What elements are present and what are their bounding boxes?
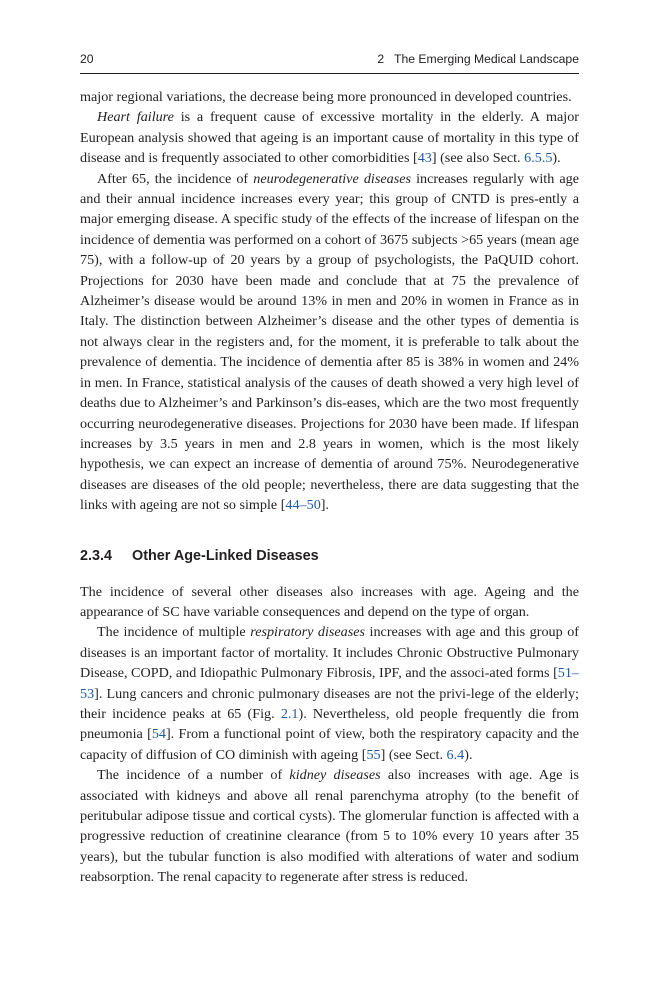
paragraph-text: ].: [320, 497, 330, 514]
citation-link[interactable]: 54: [151, 726, 166, 743]
paragraph-text: ]. Lung cancers and chronic pulmonary diseases are not the privi-lege of the elderly; their incidence peaks at 65 (Fig.: [80, 685, 579, 722]
section-link[interactable]: 6.5.5: [524, 150, 553, 167]
paragraph-text: After 65, the incidence of: [97, 170, 254, 187]
running-header: [80, 50, 579, 70]
paragraph-text: is a frequent cause of excessive mortality in the elderly. A major European analysis showed that ageing is an important cause of mortality in this type of disease and is frequently associated to other comorbidities [: [80, 109, 579, 167]
citation-link[interactable]: 44–50: [285, 497, 321, 514]
paragraph-text: ).: [552, 150, 561, 167]
paragraph-text: The incidence of a number of: [97, 767, 290, 784]
page-number: 20: [80, 52, 94, 66]
paragraph-text: increases regularly with age and their annual incidence increases every year; this group of CNTD is pres-ently a major emerging disease. A specific study of the effects of the increase of lifespan on the incidence of dementia was performed on a cohort of 3675 subjects >65 years (mean age 75), with a follow-up of 20 years by a group of psychologists, the PaQUID cohort. Projections for 2030 have been made and conclude that at 75 the prevalence of Alzheimer’s disease would be around 13% in men and 20% in women in France as in Italy. The distinction between Alzheimer’s disease and the other types of dementia is not always clear in the registers and, for the moment, it is preferable to talk about the prevalence of dementia. The incidence of dementia after 85 is 38% in women and 24% in men. In France, statistical analysis of the causes of death showed a very high level of deaths due to Alzheimer’s and Parkinson’s dis-eases, which are the two most frequently occurring neurodegenerative diseases. Projections for 2030 have been made. If lifespan increases by 3.5 years in men and 2.8 years in women, which is the most likely hypothesis, we can expect an increase of dementia of around 75%. Neurodegenerative diseases are diseases of the old people; nevertheless, there are data suggesting that the links with ageing are not so simple [: [80, 170, 580, 514]
citation-link[interactable]: 51–53: [80, 665, 579, 702]
paragraph-text: increases with age and this group of diseases is an important factor of mortality. It includes Chronic Obstructive Pulmonary Disease, COPD, and Idiopathic Pulmonary Fibrosis, IPF, and the associ-ated forms [: [80, 624, 579, 682]
figure-link[interactable]: 2.1: [280, 705, 299, 722]
term-neurodegenerative: neurodegenerative diseases: [253, 170, 411, 187]
paragraph-neurodegenerative: [80, 169, 579, 516]
chapter-title: 2 The Emerging Medical Landscape: [377, 52, 579, 66]
section-heading: [80, 546, 579, 566]
paragraph-other-diseases: [80, 582, 579, 623]
term-kidney: kidney diseases: [289, 767, 381, 784]
paragraph-text: also increases with age. Age is associated with kidneys and above all renal parenchyma atrophy (to the benefit of peritubular adipose tissue and cortical cysts). The glomerular function is affected with a progressive reduction of creatinine clearance (from 5 to 10% every 10 years after 35 years), but the tubular function is also modified with alterations of water and sodium reabsorption. The renal capacity to regenerate after stress is reduced.: [80, 767, 579, 886]
term-respiratory: respiratory diseases: [250, 624, 366, 641]
paragraph-text: ).: [464, 746, 473, 763]
citation-link[interactable]: 43: [417, 150, 432, 167]
header-rule: [80, 73, 579, 74]
paragraph-text: ]. From a functional point of view, both the respiratory capacity and the capacity of diffusion of CO diminish with ageing [: [80, 726, 580, 763]
paragraph-text: The incidence of several other diseases also increases with age. Ageing and the appearance of SC have variable consequences and depend on the type of organ.: [80, 583, 579, 620]
paragraph-heart-failure: [80, 107, 579, 168]
paragraph-kidney: [80, 765, 579, 887]
paragraph-1: [80, 87, 579, 107]
paragraph-text: major regional variations, the decrease being more pronounced in developed countries.: [80, 89, 572, 105]
paragraph-text: ). Nevertheless, old people frequently die from pneumonia [: [80, 705, 580, 743]
body-text: [80, 87, 579, 888]
paragraph-respiratory: [80, 622, 579, 765]
paragraph-text: The incidence of multiple: [97, 624, 251, 641]
section-link[interactable]: 6.4: [446, 746, 465, 763]
section-number: 2.3.4: [80, 547, 113, 564]
paragraph-text: ] (see also Sect.: [431, 150, 525, 167]
section-title: Other Age-Linked Diseases: [132, 547, 319, 564]
term-heart-failure: Heart failure: [97, 109, 174, 126]
citation-link[interactable]: 55: [366, 746, 381, 763]
paragraph-text: ] (see Sect.: [380, 746, 447, 763]
